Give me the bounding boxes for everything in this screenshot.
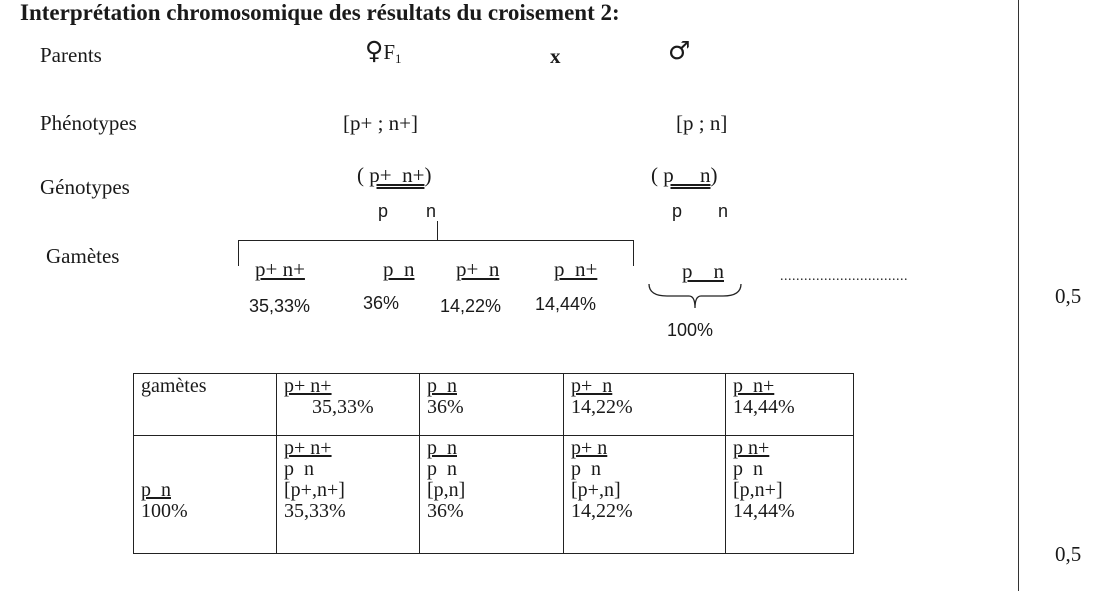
cell-phenotype: [p,n+] <box>733 479 783 501</box>
cell-bottom: p n <box>571 458 601 480</box>
genotypes-label: Génotypes <box>40 175 130 199</box>
cell-bottom: p n <box>284 458 314 480</box>
column-percent: 36% <box>427 396 464 418</box>
female-genotype <box>357 163 431 188</box>
cross-symbol: x <box>550 44 561 68</box>
table-cell <box>726 436 854 554</box>
score-1: 0,5 <box>1055 284 1082 308</box>
male-genotype <box>651 163 718 188</box>
female-gamete-2: p n <box>383 257 415 281</box>
page-title: Interprétation chromosomique des résultats du croisement 2: <box>20 0 620 25</box>
brace-icon <box>647 282 743 312</box>
paren-open: ( <box>357 163 364 187</box>
cell-bottom: p n <box>733 458 763 480</box>
paren-close: ) <box>424 163 432 187</box>
female-gamete-3-percent: 14,22% <box>440 296 502 316</box>
gametes-label: Gamètes <box>46 244 120 268</box>
male-symbol-icon: ♂ <box>668 36 691 65</box>
column-allele: p+ n+ <box>284 375 332 397</box>
column-allele: p n+ <box>733 375 775 397</box>
cell-percent: 14,22% <box>571 500 633 522</box>
male-gamete: p n <box>682 259 724 283</box>
female-parent-label: F <box>383 40 395 64</box>
column-percent: 14,44% <box>733 396 795 418</box>
score-2: 0,5 <box>1055 542 1082 566</box>
table-column-header <box>277 374 420 436</box>
female-gamete-3: p+ n <box>456 257 500 281</box>
table-row-label <box>134 436 277 554</box>
gametes-bracket-stem <box>437 221 438 241</box>
column-percent: 35,33% <box>312 396 374 418</box>
answer-dots: ................................ <box>780 269 908 284</box>
female-genotype-bottom-n: n <box>426 201 437 221</box>
cell-percent: 36% <box>427 500 464 522</box>
male-genotype-bottom-p: p <box>672 201 683 221</box>
female-genotype-top: p+ n+ <box>369 163 425 187</box>
cell-top: p+ n <box>571 437 608 459</box>
cell-top: p n <box>427 437 457 459</box>
cell-phenotype: [p+,n+] <box>284 479 345 501</box>
female-gamete-4-percent: 14,44% <box>535 294 597 314</box>
female-genotype-bottom-p: p <box>378 201 389 221</box>
column-percent: 14,22% <box>571 396 633 418</box>
gametes-bracket-top <box>238 240 634 241</box>
row-percent: 100% <box>141 500 188 522</box>
table-column-header <box>726 374 854 436</box>
table-header-label: gamètes <box>134 374 277 436</box>
row-allele: p n <box>141 479 171 501</box>
male-genotype-bottom-n: n <box>718 201 729 221</box>
table-column-header <box>420 374 564 436</box>
cell-phenotype: [p+,n] <box>571 479 621 501</box>
cell-bottom: p n <box>427 458 457 480</box>
cell-phenotype: [p,n] <box>427 479 466 501</box>
column-allele: p n <box>427 375 457 397</box>
cell-percent: 35,33% <box>284 500 346 522</box>
female-parent-sub: 1 <box>395 51 402 67</box>
male-gamete-percent: 100% <box>667 320 714 340</box>
column-allele: p+ n <box>571 375 613 397</box>
cell-top: p n+ <box>733 437 770 459</box>
gametes-bracket-left <box>238 240 239 266</box>
male-genotype-top: p n <box>663 163 711 187</box>
paren-close: ) <box>710 163 718 187</box>
female-symbol-icon: ♀ <box>365 36 384 65</box>
table-row <box>134 436 854 554</box>
table-cell <box>564 436 726 554</box>
male-phenotype: [p ; n] <box>676 111 728 135</box>
table-cell <box>277 436 420 554</box>
phenotypes-label: Phénotypes <box>40 111 137 135</box>
female-gamete-1: p+ n+ <box>255 257 305 281</box>
female-parent <box>365 36 402 67</box>
table-header-row <box>134 374 854 436</box>
cell-top: p+ n+ <box>284 437 332 459</box>
paren-open: ( <box>651 163 658 187</box>
table-column-header <box>564 374 726 436</box>
cross-table <box>133 373 854 554</box>
table-cell <box>420 436 564 554</box>
female-phenotype: [p+ ; n+] <box>343 111 419 135</box>
gametes-bracket-right <box>633 240 634 266</box>
female-gamete-2-percent: 36% <box>363 293 400 313</box>
female-gamete-1-percent: 35,33% <box>249 296 311 316</box>
margin-line <box>1018 0 1019 591</box>
female-gamete-4: p n+ <box>554 257 598 281</box>
cell-percent: 14,44% <box>733 500 795 522</box>
parents-label: Parents <box>40 43 102 67</box>
